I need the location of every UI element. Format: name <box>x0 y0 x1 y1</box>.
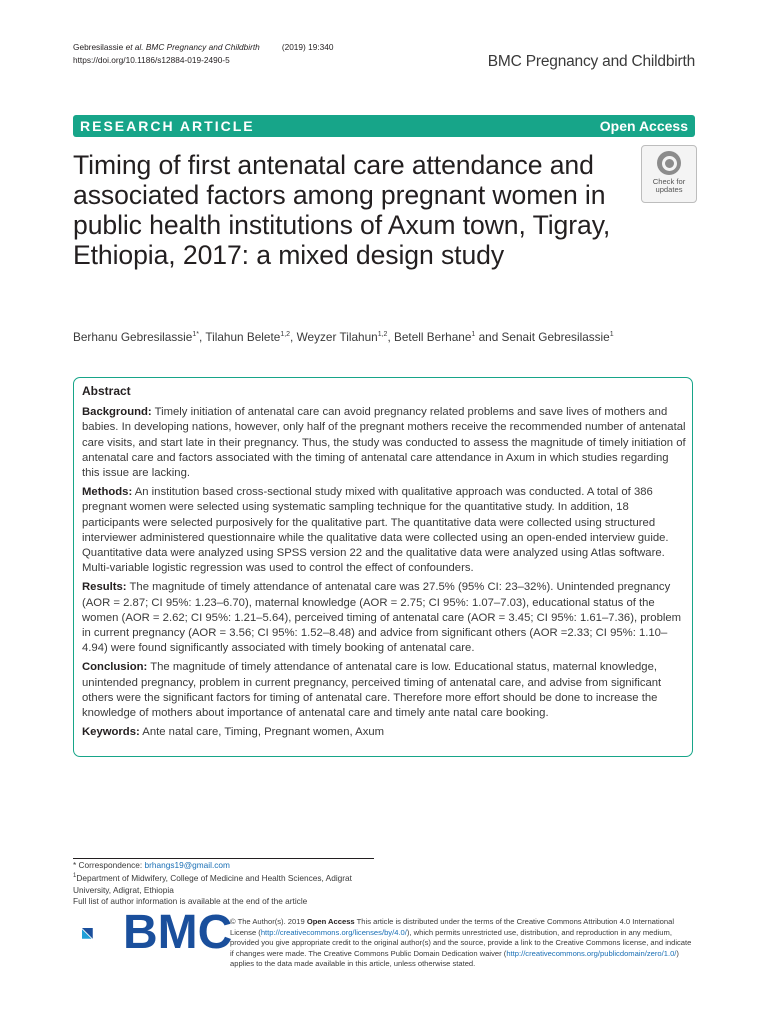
citation-authors: Gebresilassie <box>73 42 124 52</box>
author-list: Berhanu Gebresilassie$^{1*}$, Tilahun Belete$^{1,2}$, Weyzer Tilahun$^{1,2}$, Betell Berhane$^1$ and Senait Gebresilassie$^1$ <box>73 330 614 344</box>
author-info-note: Full list of author information is available at the end of the article <box>73 895 308 906</box>
abstract-section-text: The magnitude of timely attendance of antenatal care is low. Educational status, maternal knowledge, unintended pregnancy, problem in current pregnancy, perceived timing of antenatal care, and advise from significant others were the significant factors for timing of antenatal care. Therefore more effort should be done to increase the knowledge of mothers about importance of antenatal care and timely ante natal care booking. <box>82 661 662 720</box>
article-title: Timing of first antenatal care attendance and associated factors among pregnant women in public health institutions of Axum town, Tigray, Ethiopia, 2017: a mixed design study <box>73 150 611 270</box>
abstract-section <box>82 405 686 481</box>
abstract-section <box>82 580 686 656</box>
footnotes <box>73 860 383 907</box>
open-access-label: Open Access <box>599 118 688 134</box>
bmc-logo-icon <box>82 914 122 954</box>
correspondence-email[interactable]: brhangs19@gmail.com <box>144 860 230 870</box>
footnote-rule <box>73 858 374 859</box>
author-affiliation-sup: 1* <box>192 331 199 339</box>
author-affiliation-sup: 1,2 <box>377 331 388 339</box>
author-name: Weyzer Tilahun <box>296 330 378 344</box>
citation-volume: (2019) 19:340 <box>281 42 334 52</box>
journal-header: BMC Pregnancy and Childbirth <box>487 53 695 70</box>
author-affiliation-sup: 1 <box>471 331 476 339</box>
abstract-section-label: Keywords: <box>82 726 140 739</box>
author-affiliation-sup: 1 <box>609 331 614 339</box>
author-name: Berhanu Gebresilassie <box>73 330 193 344</box>
bmc-logo-text: BMC <box>123 906 233 959</box>
abstract-section-text: An institution based cross-sectional study mixed with qualitative approach was conducted. A total of 386 pregnant women were selected using systematic sampling technique for the quantitative study. In addition, 18 participants were selected purposively for the qualitative part. The quantitative data were collected using structured interviewer administered questionnaire while the qualitative data were collected using an open-ended interview guide. Quantitative data were analyzed using SPSS version 22 and the qualitative data were analyzed using Atlas software. Multi-variable logistic regression was used to control the effect of confounders. <box>82 486 669 575</box>
affiliation: $^1$Department of Midwifery, College of Medicine and Health Sciences, Adigrat University, Adigrat, Ethiopia <box>73 873 352 895</box>
abstract-section-text: Ante natal care, Timing, Pregnant women, Axum <box>142 726 385 739</box>
abstract-heading: Abstract <box>82 384 131 398</box>
license-open-access: Open Access <box>306 917 355 926</box>
citation-doi[interactable]: https://doi.org/10.1186/s12884-019-2490-5 <box>73 55 230 65</box>
abstract-section-label: Background: <box>82 406 152 419</box>
license-link-by[interactable]: http://creativecommons.org/licenses/by/4.0/ <box>260 927 407 937</box>
author-name: Senait Gebresilassie <box>501 330 610 344</box>
abstract-section-text: The magnitude of timely attendance of antenatal care was 27.5% (95% CI: 23–32%). Unintended pregnancy (AOR = 2.87; CI 95%: 1.23–6.70), maternal knowledge (AOR = 2.75; CI 95%: 1.07–7.03), educational status of the women (AOR = 2.62; CI 95%: 1.21–5.64), perceived timing of antenatal care (AOR = 3.45; CI 95%: 1.61–7.36), problem in current pregnancy (AOR = 3.56; CI 95%: 1.52–8.48) and advice from significant others (AOR =2.33; CI 95%: 1.10–4.94) were found significantly associated with timely booking of antenatal care. <box>82 581 682 655</box>
crossmark-icon <box>657 151 681 175</box>
citation-line <box>73 41 333 54</box>
article-type: RESEARCH ARTICLE <box>80 118 255 134</box>
abstract-section <box>82 725 686 740</box>
badge-text: Check for updates <box>652 177 686 194</box>
author-affiliation-sup: 1,2 <box>280 331 291 339</box>
license-link-zero[interactable]: http://creativecommons.org/publicdomain/zero/1.0/ <box>506 948 677 958</box>
abstract-section-label: Methods: <box>82 486 133 499</box>
abstract <box>82 384 686 744</box>
author-name: Tilahun Belete <box>205 330 281 344</box>
abstract-section-text: Timely initiation of antenatal care can avoid pregnancy related problems and save lives of mothers and babies. In developing nations, however, only half of the pregnant mothers receive the recommended number of antenatal care visits, and start late in their pregnancy. Thus, the study was conducted to assess the magnitude of timely initiation of antenatal care and factors associated with the timing of antenatal care attendance in Axum in which studies regarding this issue are lacking. <box>82 406 686 480</box>
abstract-section <box>82 485 686 576</box>
correspondence: * Correspondence: brhangs19@gmail.com <box>73 860 230 870</box>
author-name: Betell Berhane <box>394 330 472 344</box>
abstract-section <box>82 660 686 721</box>
license-text: © The Author(s). 2019 Open Access This article is distributed under the terms of the Creative Commons Attribution 4.0 International License (http://creativecommons.org/licenses/by/4.0/), which permits unrestricted use, distribution, and reproduction in any medium, provided you give appropriate credit to the original author(s) and the source, provide a link to the Creative Commons license, and indicate if changes were made. The Creative Commons Public Domain Dedication waiver (http://creativecommons.org/publicdomain/zero/1.0/) applies to the data made available in this article, unless otherwise stated. <box>230 917 692 969</box>
abstract-section-label: Results: <box>82 581 127 594</box>
citation-block <box>73 41 333 67</box>
abstract-section-label: Conclusion: <box>82 661 148 674</box>
article-banner <box>73 115 695 137</box>
check-for-updates-badge[interactable] <box>641 145 697 203</box>
citation-journal: et al. BMC Pregnancy and Childbirth <box>125 42 260 52</box>
